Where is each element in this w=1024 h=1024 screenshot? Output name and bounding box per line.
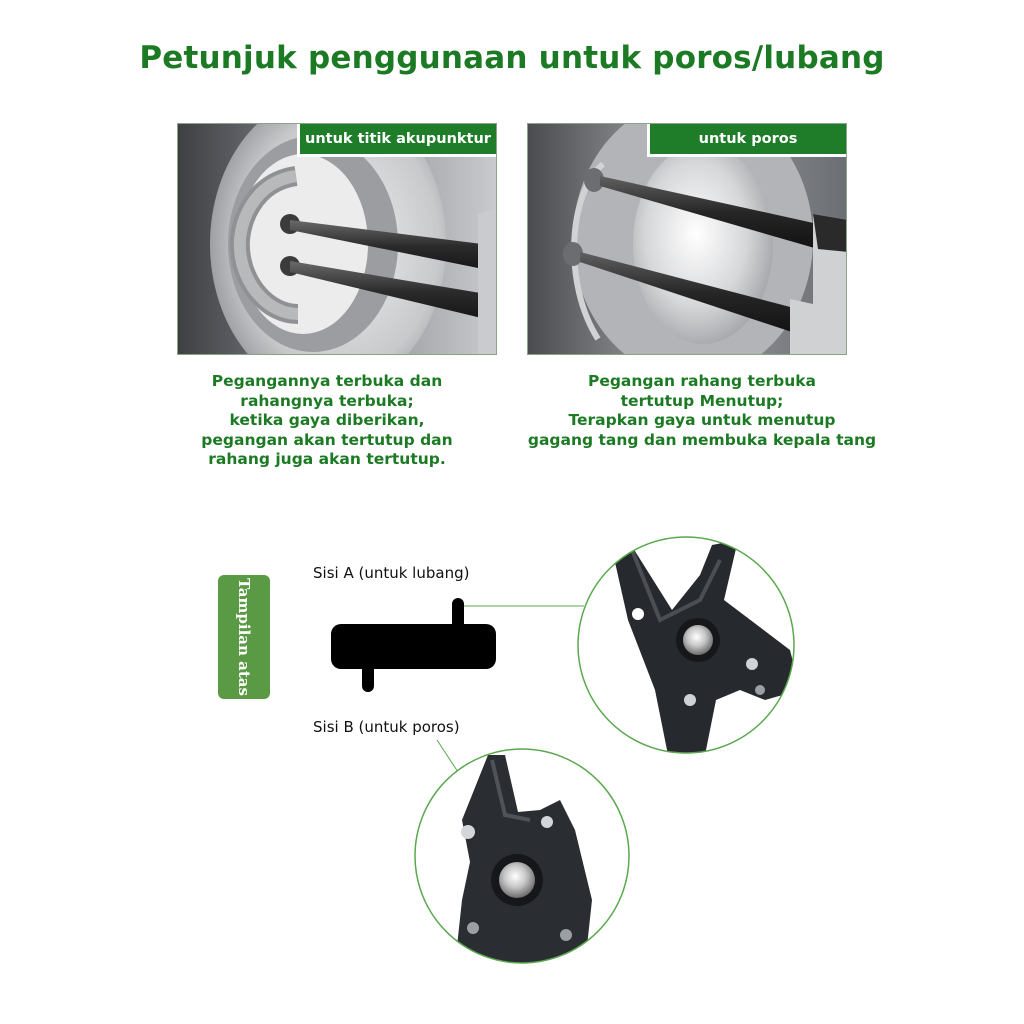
caption-line: tertutup Menutup;: [620, 391, 784, 410]
side-b-zoom-circle: [415, 749, 629, 965]
side-b-leader-line: [437, 740, 458, 772]
caption-line: rahangnya terbuka;: [240, 391, 414, 410]
caption-line: pegangan akan tertutup dan: [201, 430, 453, 449]
caption-line: Pegangannya terbuka dan: [211, 372, 443, 390]
caption-line: gagang tang dan membuka kepala tang: [527, 430, 877, 449]
caption-line: rahang juga akan tertutup.: [208, 450, 446, 468]
page-title: Petunjuk penggunaan untuk poros/lubang: [139, 40, 885, 76]
top-view-shape: [331, 598, 496, 692]
panel-label-acupoint: untuk titik akupunktur: [297, 124, 496, 157]
side-b-label: Sisi B (untuk poros): [313, 718, 460, 736]
caption-line: ketika gaya diberikan,: [229, 411, 425, 429]
side-a-label: Sisi A (untuk lubang): [313, 564, 470, 582]
panel-label-shaft: untuk poros: [647, 124, 846, 157]
side-a-zoom-circle: [578, 537, 800, 755]
top-view-label: Tampilan atas: [235, 578, 253, 696]
caption-line: Terapkan gaya untuk menutup: [568, 411, 836, 429]
caption-line: Pegangan rahang terbuka: [587, 372, 817, 390]
